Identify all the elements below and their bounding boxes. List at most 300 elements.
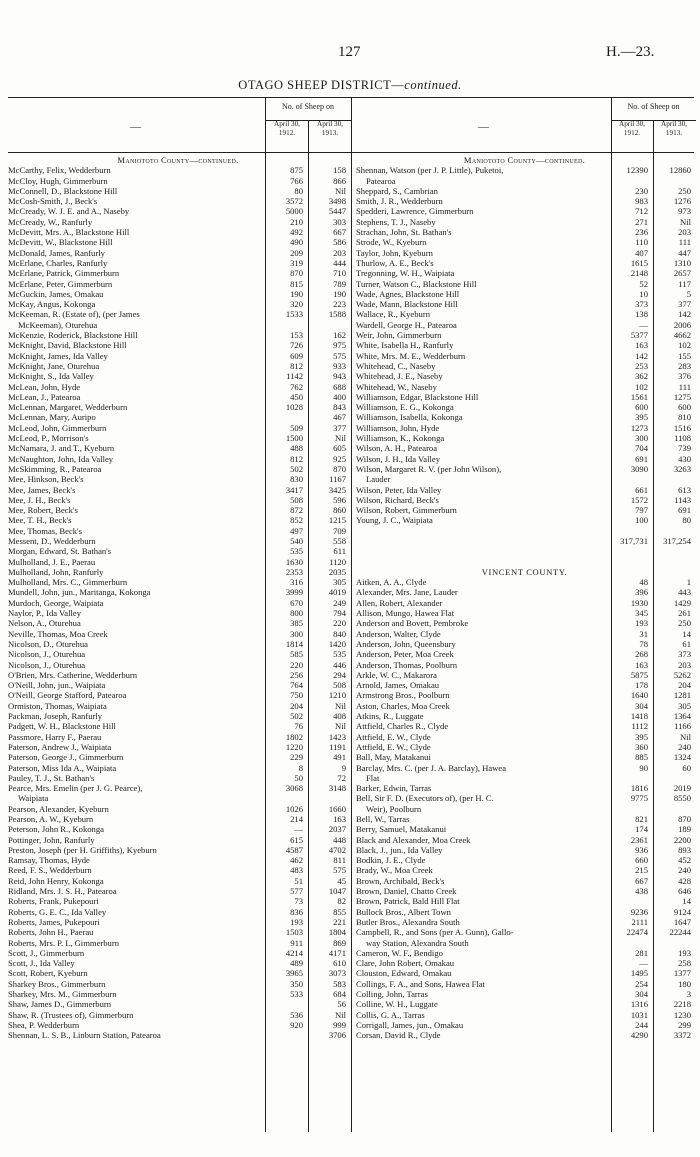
right-col-1912-header: April 30, 1912. [619,120,645,137]
sheep-1913-value: 4702 [328,844,346,855]
sheep-1913-value: 869 [333,937,346,948]
table-row [8,474,351,484]
sheep-1913-value: Nil [680,216,691,227]
entry-name: Pauley, T. J., St. Bathan's [8,772,95,783]
sheep-1913-value: 1660 [328,803,346,814]
entry-name: White, Mrs. M. E., Wedderburn [356,350,466,361]
table-row [8,371,351,381]
sheep-1913-value: 45 [337,875,346,886]
table-row [356,443,696,453]
sheep-1913-value: 203 [678,227,691,238]
entry-name: Mee, T. H., Beck's [8,515,72,526]
table-row [356,690,696,700]
table-row [356,989,696,999]
sheep-1912-value: 12390 [626,165,648,176]
sheep-1913-value: Nil [335,721,346,732]
sheep-1913-value: 667 [333,227,346,238]
spacer-row [356,546,696,556]
entry-name: Berry, Samuel, Matakanui [356,824,447,835]
entry-name: Ridland, Mrs. J. S. H., Patearoa [8,886,117,897]
sheep-1912-value: 345 [635,608,648,619]
sheep-1912-value: 836 [290,906,303,917]
sheep-1913-value: 1324 [673,752,691,763]
sheep-1913-value: 943 [333,371,346,382]
sheep-1912-value: 110 [635,237,648,248]
entry-name: McKay, Angus, Kokonga [8,299,96,310]
sheep-1913-value: 1275 [673,391,691,402]
table-row [8,248,351,258]
sheep-1913-value: 111 [678,237,691,248]
sheep-1912-value: 535 [290,546,303,557]
table-row [356,824,696,834]
sheep-1913-value: 72 [337,772,346,783]
table-row [8,732,351,742]
sheep-1912-value: 90 [639,762,648,773]
sheep-1913-value: 1167 [329,474,346,485]
entry-name: McDevitt, Mrs. A., Blackstone Hill [8,227,130,238]
sheep-1913-value: 2035 [328,566,346,577]
entry-name: Bell, W., Tarras [356,814,410,824]
table-row [8,968,351,978]
entry-name: Allen, Robert, Alexander [356,597,443,608]
sheep-1912-value: 3090 [630,463,648,474]
sheep-1913-value: 400 [333,391,346,402]
entry-name: McCready, W., Ranfurly [8,216,93,227]
sheep-1912-value: 766 [290,175,303,186]
table-row [356,330,696,340]
sheep-1913-value: 376 [678,371,691,382]
center-rule [351,97,352,1132]
sheep-1913-value: 1804 [328,927,346,938]
table-row [356,814,696,824]
sheep-1913-value: 9124 [673,906,691,917]
table-row [356,680,696,690]
entry-name: Reid, John Henry, Kokonga [8,875,104,886]
entry-name: McErlane, Patrick, Gimmerburn [8,268,120,279]
entry-name: Shaw, R. (Trustees of), Gimmerburn [8,1009,134,1020]
entry-name: Padgett, W. H., Blackstone Hill [8,721,116,732]
sheep-1913-value: 2200 [673,834,691,845]
table-row [8,639,351,649]
sheep-1913-value: 1047 [328,886,346,897]
entry-name: Armstrong Bros., Poolburn [356,690,450,701]
sheep-1912-value: 1316 [630,999,648,1010]
sheep-1912-value: 667 [635,875,648,886]
sheep-1912-value: 1418 [630,711,648,722]
sheep-1913-value: 1588 [328,309,346,320]
sheep-1913-value: 82 [337,896,346,907]
sheep-1913-value: 249 [333,597,346,608]
sheep-1912-value: 10 [639,288,648,299]
sheep-1913-value: 1120 [329,556,346,567]
entry-name: Pottinger, John, Ranfurly [8,834,95,845]
sheep-1912-value: 3965 [285,968,303,979]
table-row [8,382,351,392]
sheep-1912-value: 281 [635,947,648,958]
table-row [8,763,351,773]
entry-name: Colling, John, Tarras [356,989,428,1000]
table-row [8,546,351,556]
entry-name: Clouston, Edward, Omakau [356,968,452,979]
entry-name: Whitehead, J. E., Naseby [356,371,443,382]
sheep-1912-value: 540 [290,535,303,546]
entry-name: Paterson, Andrew J., Waipiata [8,741,112,752]
entry-name: Bullock Bros., Albert Town [356,906,451,917]
table-row [356,464,696,474]
table-row [8,618,351,628]
sheep-1913-value: 1647 [673,916,691,927]
entry-name: McNaughton, John, Ida Valley [8,453,114,464]
table-row [8,629,351,639]
entry-name: McKeeman, R. (Estate of), (per James [8,309,140,320]
table-row [356,907,696,917]
entry-name: Wilson, Margaret R. V. (per John Wilson), [356,463,502,474]
sheep-1912-value: 350 [290,978,303,989]
entry-name: way Station, Alexandra South [366,937,469,948]
entry-name: Attfield, Charles R., Clyde [356,721,449,732]
sheep-1912-value: 489 [290,958,303,969]
sheep-1913-value: 646 [678,886,691,897]
sheep-1912-value: 407 [635,247,648,258]
entry-name: Corsan, David R., Clyde [356,1030,441,1041]
entry-name: Aitken, A. A., Clyde [356,577,427,588]
table-row [8,824,351,834]
entry-name: Flat [366,772,380,783]
table-row [8,804,351,814]
entry-name: McCready, W. J. E. and A., Naseby [8,206,130,217]
sheep-1912-value: — [294,824,303,835]
sheep-1912-value: 230 [635,185,648,196]
entry-name: O'Neill, George Stafford, Patearoa [8,690,127,701]
sheep-1913-value: 596 [333,494,346,505]
sheep-1912-value: 244 [635,1019,648,1030]
entry-name: Ball, May, Matakanui [356,752,431,763]
sheep-1913-value: Nil [335,185,346,196]
total-row [356,536,696,546]
entry-name: Attfield, E. W., Clyde [356,731,431,742]
right-rows [356,155,696,1041]
table-row [356,660,696,670]
sheep-1913-value: 1377 [673,968,691,979]
table-row [8,670,351,680]
sheep-1913-value: 452 [678,855,691,866]
table-row [8,412,351,422]
entry-continuation [356,176,696,186]
entry-name: Murdoch, George, Waipiata [8,597,104,608]
entry-name: Arkle, W. C., Makarora [356,669,437,680]
table-row [8,289,351,299]
entry-name: Anderson, Peter, Moa Creek [356,649,454,660]
table-row [8,979,351,989]
table-row [356,670,696,680]
sheep-1912-value: 102 [635,381,648,392]
table-row [356,196,696,206]
sheep-1912-value: 712 [635,206,648,217]
table-row [356,701,696,711]
sheep-1912-value: 316 [290,577,303,588]
table-row [356,999,696,1009]
entry-name: Shennan, L. S. B., Linburn Station, Patearoa [8,1030,161,1041]
entry-name: Mulholland, Mrs. C., Gimmerburn [8,577,128,588]
entry-name: Lauder [366,474,391,485]
entry-name: Shaw, James D., Gimmerburn [8,999,112,1010]
sheep-1913-value: 163 [333,814,346,824]
entry-name: Bell, Sir F. D. (Executors of), (per H. C. [356,793,494,804]
sheep-1912-value: 271 [635,216,648,227]
table-row [8,227,351,237]
entry-name: Morgan, Edward, St. Bathan's [8,546,112,557]
table-row [356,711,696,721]
entry-name: Anderson, Thomas, Poolburn [356,659,458,670]
entry-name: McCloy, Hugh, Gimmerburn [8,175,108,186]
entry-name: Paterson, Miss Ida A., Waipiata [8,762,117,773]
table-row [8,1030,351,1040]
entry-name: Roberts, G. E. C., Ida Valley [8,906,107,917]
entry-name: Anderson, John, Queensbury [356,638,456,649]
sheep-1913-value: 600 [678,402,691,413]
entry-name: McDonald, James, Ranfurly [8,247,105,258]
sheep-1913-value: 3706 [328,1030,346,1041]
sheep-1912-value: 1615 [630,257,648,268]
entry-name: Brady, W., Moa Creek [356,865,433,876]
table-row [356,793,696,803]
entry-name: Brown, Patrick, Bald Hill Flat [356,896,460,907]
sheep-1912-value: 3572 [285,196,303,207]
table-row [8,217,351,227]
table-row [8,742,351,752]
table-row [356,186,696,196]
sheep-1913-value: 447 [678,247,691,258]
sheep-1912-value: 1802 [285,731,303,742]
sheep-1912-value: 51 [294,875,303,886]
table-row [356,587,696,597]
sheep-1912-value: 300 [635,433,648,444]
table-row [8,752,351,762]
entry-name: Wallace, R., Kyeburn [356,309,430,320]
sheep-1913-value: 180 [678,978,691,989]
sheep-1912-value: 215 [635,865,648,876]
entry-name: Mundell, John, jun., Maritanga, Kokonga [8,587,151,598]
table-row [8,855,351,865]
entry-name: Anderson and Bovett, Pembroke [356,618,469,629]
sheep-1913-value: 691 [678,505,691,516]
sheep-1912-value: 142 [635,350,648,361]
table-row [356,927,696,937]
sheep-1912-value: 304 [635,989,648,1000]
sheep-1912-value: 1028 [285,402,303,413]
entry-name: Black and Alexander, Moa Creek [356,834,471,845]
entry-name: Anderson, Walter, Clyde [356,628,441,639]
table-row [356,289,696,299]
spacer-row [356,557,696,567]
entry-name: Scott, Robert, Kyeburn [8,968,88,979]
sheep-1912-value: 50 [294,772,303,783]
sheep-1912-value: 812 [290,360,303,371]
sheep-1912-value: 73 [294,896,303,907]
sheep-1913-value: 467 [333,412,346,423]
sheep-1913-value: 1 [686,577,691,588]
entry-name: Shea, P. Wedderburn [8,1019,80,1030]
sheep-1913-value: 408 [333,711,346,722]
table-row [8,680,351,690]
sheep-1913-value: 684 [333,989,346,1000]
sheep-1913-value: 317,254 [663,535,691,546]
sheep-1912-value: 268 [635,649,648,660]
table-row [356,402,696,412]
spacer-row [356,526,696,536]
entry-name: McConnell, D., Blackstone Hill [8,185,118,196]
sheep-1912-value: 210 [290,216,303,227]
sheep-1912-value: 174 [635,824,648,835]
table-row [8,1020,351,1030]
entry-name: Collings, F. A., and Sons, Hawea Flat [356,978,485,989]
sheep-1913-value: 1423 [328,731,346,742]
sheep-1913-value: 1108 [674,433,691,444]
entry-name: Sheppard, S., Cambrian [356,185,438,196]
entry-name: Nicolson, J., Oturehua [8,649,86,660]
sheep-1912-value: 1561 [630,391,648,402]
table-row [356,361,696,371]
table-row [8,515,351,525]
sheep-1913-value: 250 [678,618,691,629]
table-row [356,865,696,875]
sheep-1912-value: 821 [635,814,648,824]
sheep-1912-value: 800 [290,608,303,619]
sheep-1912-value: 304 [635,700,648,711]
sheep-1912-value: 8 [298,762,303,773]
entry-name: Nicolson, J., Oturehua [8,659,86,670]
sheep-1912-value: 875 [290,165,303,176]
table-row [356,258,696,268]
sheep-1913-value: Nil [680,731,691,742]
entry-name: McGuckin, James, Omakau [8,288,104,299]
sheep-1912-value: 1816 [630,783,648,794]
sheep-1912-value: 508 [290,494,303,505]
entry-name: Strachan, John, St. Bathan's [356,227,452,238]
entry-continuation [356,773,696,783]
sheep-1913-value: 1166 [674,721,691,732]
table-row [8,423,351,433]
sheep-1913-value: 102 [678,340,691,351]
entry-name: Mee, Thomas, Beck's [8,525,82,536]
table-row [8,999,351,1009]
sheep-1912-value: 797 [635,505,648,516]
sheep-1913-value: 925 [333,453,346,464]
sheep-1913-value: 1310 [673,257,691,268]
sheep-1912-value: 726 [290,340,303,351]
sheep-1912-value: 1500 [285,433,303,444]
sheep-1913-value: 190 [333,288,346,299]
county-continued-heading [356,155,696,165]
entry-name: Waipiata [18,793,49,804]
sheep-1912-value: 815 [290,278,303,289]
entry-name: VINCENT COUNTY. [481,566,568,577]
entry-name: Allison, Mungo, Hawea Flat [356,608,455,619]
entry-name: McNamara, J. and T., Kyeburn [8,443,115,454]
sheep-1912-value: 704 [635,443,648,454]
entry-name: McKnight, S., Ida Valley [8,371,94,382]
left-rows [8,155,351,1041]
sheep-1913-value: 60 [682,762,691,773]
sheep-1912-value: 193 [290,916,303,927]
table-row [356,855,696,865]
sheep-1913-value: 794 [333,608,346,619]
table-row [8,557,351,567]
sheep-1912-value: 52 [639,278,648,289]
sheep-1912-value: 100 [635,515,648,526]
sheep-1913-value: 221 [333,916,346,927]
sheep-1912-value: 209 [290,247,303,258]
table-row [8,989,351,999]
sheep-1913-value: 305 [333,577,346,588]
sheep-1912-value: 2361 [630,834,648,845]
entry-name: McErlane, Peter, Gimmerburn [8,278,113,289]
sheep-1913-value: 220 [333,618,346,629]
sheep-1913-value: 709 [333,525,346,536]
table-row [8,351,351,361]
table-row [356,505,696,515]
sheep-1912-value: 509 [290,422,303,433]
entry-name: Pearson, Alexander, Kyeburn [8,803,109,814]
sheep-1913-value: 3263 [673,463,691,474]
table-row [356,618,696,628]
sheep-1913-value: 117 [678,278,691,289]
entry-name: Young, J. C., Waipiata [356,515,433,526]
table-row [8,1010,351,1020]
entry-name: Pearce, Mrs. Emelin (per J. G. Pearce), [8,783,143,794]
sheep-1912-value: 22474 [626,927,648,938]
sheep-1913-value: 3498 [328,196,346,207]
table-row [356,412,696,422]
table-row [8,392,351,402]
entry-name: Wilson, J. H., Ida Valley [356,453,440,464]
sheep-1913-value: 1276 [673,196,691,207]
sheep-1912-value: 385 [290,618,303,629]
sheep-1913-value: 189 [678,824,691,835]
entry-name: Roberts, James, Pukepouri [8,916,100,927]
entry-name: Messent, D., Wedderburn [8,535,96,546]
table-row [356,309,696,319]
table-row [8,279,351,289]
sheep-1913-value: 893 [678,844,691,855]
sheep-1912-value: 762 [290,381,303,392]
sheep-1912-value: 497 [290,525,303,536]
table-row [356,896,696,906]
entry-name: McLennan, Margaret, Wedderburn [8,402,128,413]
entry-name: McKnight, Jane, Oturehua [8,360,100,371]
entry-continuation [356,474,696,484]
sheep-1913-value: 3425 [328,484,346,495]
sheep-1912-value: 1640 [630,690,648,701]
entry-name: Weir, John, Gimmerburn [356,330,442,341]
entry-name: Colline, W. H., Luggate [356,999,438,1010]
sheep-1912-value: 153 [290,330,303,341]
table-row [8,536,351,546]
table-row [356,392,696,402]
entry-continuation [8,793,351,803]
sheep-1913-value: Nil [335,433,346,444]
entry-name: Nicolson, D., Oturehua [8,638,88,649]
sheep-1913-value: 586 [333,237,346,248]
table-row [8,268,351,278]
table-row [356,1020,696,1030]
table-row [8,330,351,340]
sheep-1913-value: 2019 [673,783,691,794]
county-continued-heading [8,155,351,165]
entry-name: Aston, Charles, Moa Creek [356,700,450,711]
entry-name: McKnight, David, Blackstone Hill [8,340,127,351]
sheep-1913-value: 710 [333,268,346,279]
